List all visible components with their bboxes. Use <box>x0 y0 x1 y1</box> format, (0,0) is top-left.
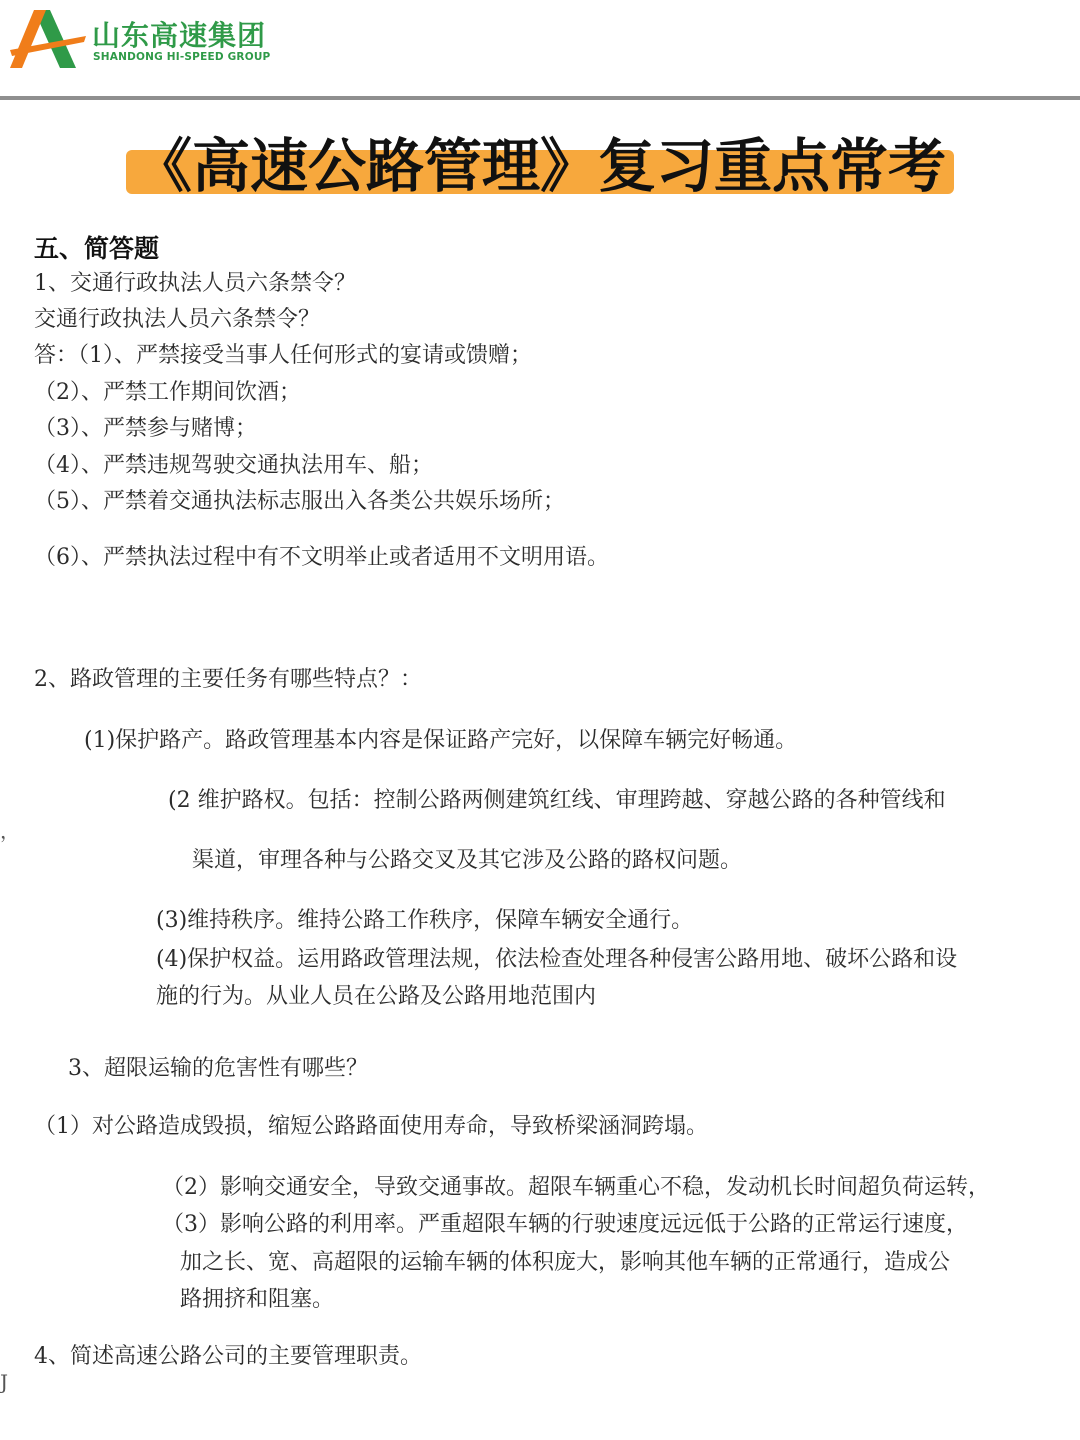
shandong-hispeed-logo-icon <box>6 6 86 70</box>
q3-answer-line: （2）影响交通安全，导致交通事故。超限车辆重心不稳，发动机长时间超负荷运转， <box>162 1175 990 1200</box>
q2-answer-line: 渠道，审理各种与公路交叉及其它涉及公路的路权问题。 <box>192 848 743 873</box>
q1-answer-line: （3）、严禁参与赌博； <box>34 416 257 441</box>
q3-answer-line: 加之长、宽、高超限的运输车辆的体积庞大，影响其他车辆的正常通行，造成公 <box>180 1250 951 1275</box>
q2-answer-line: (4)保护权益。运用路政管理法规，依法检查处理各种侵害公路用地、破坏公路和设 <box>156 947 958 972</box>
margin-bracket-mark: J <box>0 1370 9 1394</box>
q3-answer-line: （3）影响公路的利用率。严重超限车辆的行驶速度远远低于公路的正常运行速度， <box>162 1212 968 1237</box>
q1-answer-line: （2）、严禁工作期间饮酒； <box>34 380 301 405</box>
q1-answer-line: （4）、严禁违规驾驶交通执法用车、船； <box>34 453 433 478</box>
q4-heading: 4、简述高速公路公司的主要管理职责。 <box>34 1344 422 1369</box>
header-divider <box>0 96 1080 100</box>
q2-heading: 2、路政管理的主要任务有哪些特点？： <box>34 667 422 692</box>
q2-answer-line: (1)保护路产。路政管理基本内容是保证路产完好，以保障车辆完好畅通。 <box>84 728 798 753</box>
q3-answer-line: （1）对公路造成毁损，缩短公路路面使用寿命，导致桥梁涵洞跨塌。 <box>34 1114 708 1139</box>
q3-answer-line: 路拥挤和阻塞。 <box>180 1287 335 1312</box>
q1-restated: 交通行政执法人员六条禁令？ <box>34 307 321 332</box>
q1-answer-line: （6）、严禁执法过程中有不文明举止或者适用不文明用语。 <box>34 545 609 570</box>
document-title <box>120 128 960 204</box>
q2-answer-line: (3)维持秩序。维持公路工作秩序，保障车辆安全通行。 <box>156 908 694 933</box>
q1-answer-line: （5）、严禁着交通执法标志服出入各类公共娱乐场所； <box>34 489 565 514</box>
q2-answer-line: (2 维护路权。包括：控制公路两侧建筑红线、审理跨越、穿越公路的各种管线和 <box>168 788 946 813</box>
section-heading: 五、简答题 <box>34 234 160 263</box>
page-header <box>0 0 1080 100</box>
q2-answer-line: 施的行为。从业人员在公路及公路用地范围内 <box>156 984 597 1009</box>
q3-heading: 3、超限运输的危害性有哪些？ <box>68 1056 368 1081</box>
q1-heading: 1、交通行政执法人员六条禁令？ <box>34 271 356 296</box>
logo-chinese-name: 山东高速集团 <box>92 19 267 52</box>
logo-english-name: SHANDONG HI-SPEED GROUP <box>93 51 271 63</box>
title-text: 《高速公路管理》复习重点常考 <box>133 132 946 200</box>
q1-answer-line: 答：（1）、严禁接受当事人任何形式的宴请或馈赠； <box>34 343 532 368</box>
margin-comma-mark: ， <box>0 819 20 843</box>
